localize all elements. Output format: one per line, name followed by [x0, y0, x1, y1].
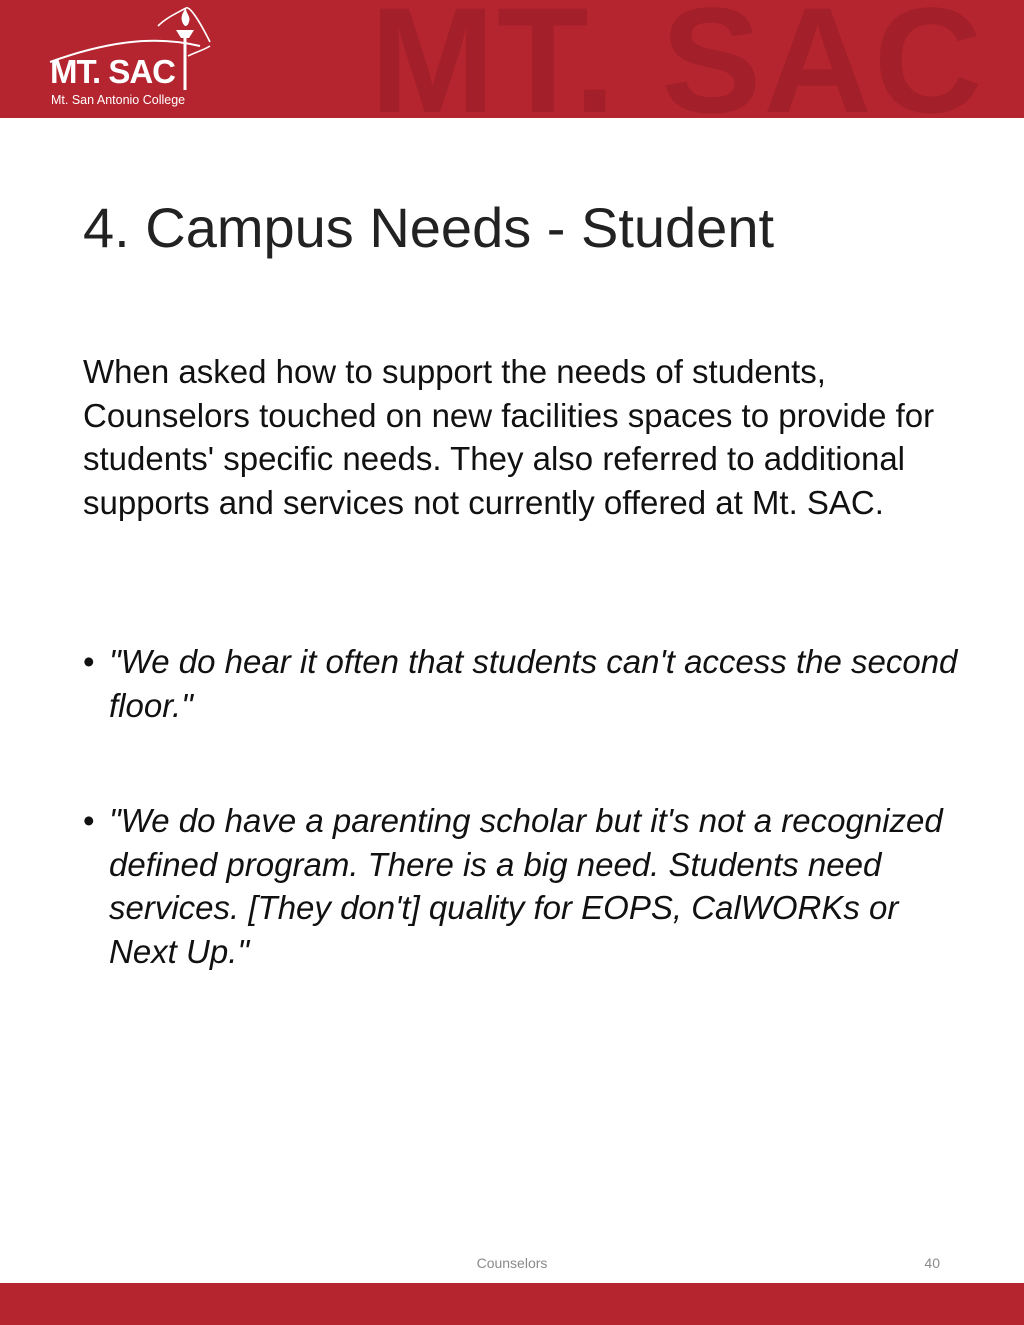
slide-title: 4. Campus Needs - Student — [83, 196, 775, 259]
page-number: 40 — [924, 1255, 940, 1271]
quote-bullet — [83, 640, 963, 727]
college-logo — [40, 4, 240, 114]
logo-name: MT. SAC — [50, 53, 175, 90]
footer-band — [0, 1283, 1024, 1325]
bullet-marker: • — [83, 643, 95, 680]
header-watermark: MT. SAC — [370, 0, 984, 118]
logo-subtitle: Mt. San Antonio College — [51, 93, 186, 107]
quote-bullet — [83, 799, 963, 973]
quote-text: "We do have a parenting scholar but it's not a recognized defined program. There is a big need. Students need services. [They don't] quality for EOPS, CalWORKs or Next Up." — [109, 802, 943, 970]
quote-text: "We do hear it often that students can't access the second floor." — [109, 643, 958, 724]
quote-list — [83, 640, 963, 973]
footer-label: Counselors — [476, 1255, 548, 1271]
intro-paragraph: When asked how to support the needs of students, Counselors touched on new facilities spaces to provide for students' specific needs. They also referred to additional supports and services not currently offered at Mt. SAC. — [83, 353, 935, 521]
header-band — [0, 0, 1024, 118]
bullet-marker: • — [83, 802, 95, 839]
